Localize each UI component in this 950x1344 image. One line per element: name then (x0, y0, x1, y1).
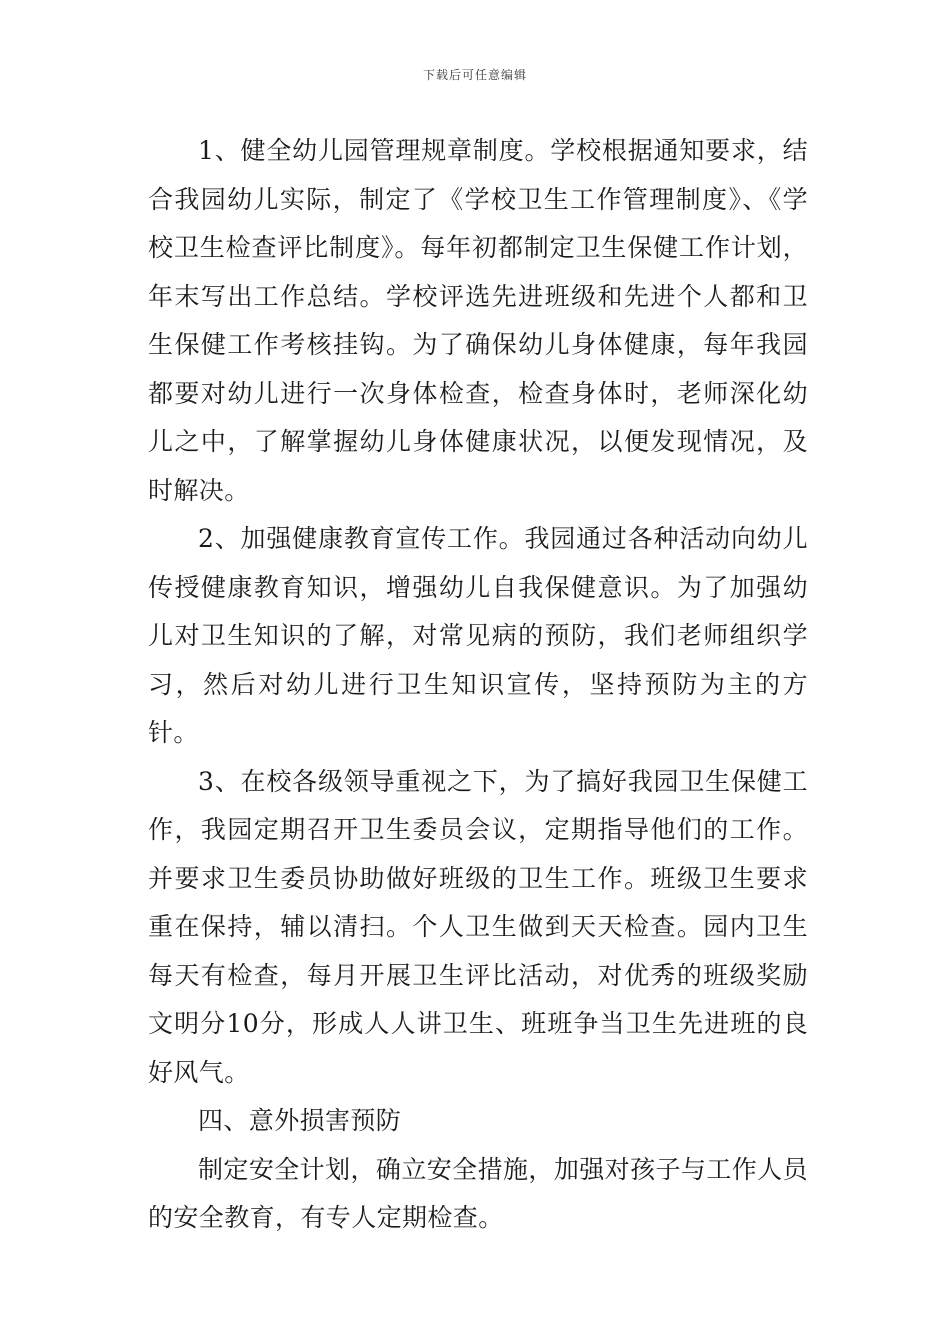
page-header: 下载后可任意编辑 (422, 68, 527, 82)
section-heading-accident-prevention: 四、意外损害预防 (198, 1106, 402, 1135)
paragraph-safety-plan: 制定安全计划，确立安全措施，加强对孩子与工作人员的安全教育，有专人定期检查。 (148, 1154, 808, 1232)
paragraph-health-education: 2、加强健康教育宣传工作。我园通过各种活动向幼儿传授健康教育知识，增强幼儿自我保健意识。为了加强幼儿对卫生知识的了解，对常见病的预防，我们老师组织学习，然后对幼儿进行卫生知识宣传，坚持预防为主的方针。 (148, 524, 808, 747)
document-body (148, 127, 808, 1243)
paragraph-health-management-rules: 1、健全幼儿园管理规章制度。学校根据通知要求，结合我园幼儿实际，制定了《学校卫生工作管理制度》、《学校卫生检查评比制度》。每年初都制定卫生保健工作计划，年末写出工作总结。学校评选先进班级和先进个人都和卫生保健工作考核挂钩。为了确保幼儿身体健康，每年我园都要对幼儿进行一次身体检查，检查身体时，老师深化幼儿之中，了解掌握幼儿身体健康状况，以便发现情况，及时解决。 (148, 136, 808, 505)
paragraph-hygiene-committee: 3、在校各级领导重视之下，为了搞好我园卫生保健工作，我园定期召开卫生委员会议，定期指导他们的工作。并要求卫生委员协助做好班级的卫生工作。班级卫生要求重在保持，辅以清扫。个人卫生做到天天检查。园内卫生每天有检查，每月开展卫生评比活动，对优秀的班级奖励文明分10分，形成人人讲卫生、班班争当卫生先进班的良好风气。 (148, 766, 808, 1087)
